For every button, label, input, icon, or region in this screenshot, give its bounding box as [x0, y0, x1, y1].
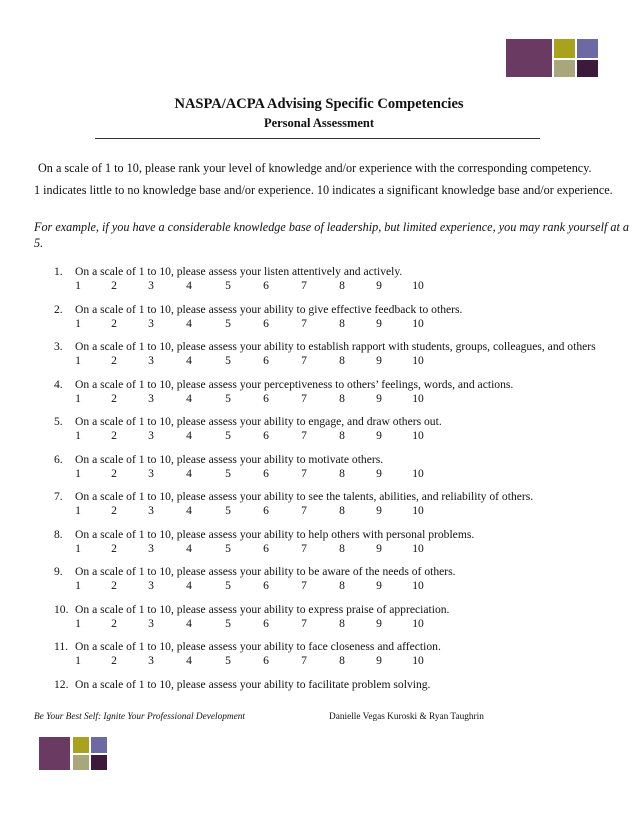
rating-option-1[interactable]: 1 [75, 279, 81, 292]
rating-option-1[interactable]: 1 [75, 504, 81, 517]
rating-option-4[interactable]: 4 [186, 616, 192, 630]
rating-option-4[interactable]: 4 [186, 429, 192, 442]
rating-option-5[interactable]: 5 [225, 429, 231, 442]
rating-option-2[interactable]: 2 [111, 579, 117, 592]
question-number: 9. [54, 565, 63, 578]
rating-option-2[interactable]: 2 [111, 654, 117, 667]
rating-option-6[interactable]: 6 [263, 316, 269, 330]
rating-option-10[interactable]: 10 [412, 391, 424, 405]
rating-option-8[interactable]: 8 [339, 541, 345, 555]
rating-option-7[interactable]: 7 [301, 579, 307, 592]
rating-option-2[interactable]: 2 [111, 429, 117, 442]
question-number: 7. [54, 490, 63, 503]
rating-option-10[interactable]: 10 [412, 616, 424, 630]
rating-option-2[interactable]: 2 [111, 391, 117, 405]
question-item [54, 303, 614, 337]
rating-option-3[interactable]: 3 [148, 616, 154, 630]
rating-option-8[interactable]: 8 [339, 316, 345, 330]
rating-option-2[interactable]: 2 [111, 466, 117, 480]
rating-option-3[interactable]: 3 [148, 391, 154, 405]
rating-option-3[interactable]: 3 [148, 654, 154, 667]
rating-option-1[interactable]: 1 [75, 541, 81, 555]
scale-explanation: 1 indicates little to no knowledge base and/or experience. 10 indicates a significant knowledge base and/or experience. [34, 183, 613, 197]
rating-option-3[interactable]: 3 [148, 541, 154, 555]
rating-option-3[interactable]: 3 [148, 579, 154, 592]
rating-option-2[interactable]: 2 [111, 316, 117, 330]
question-item [54, 265, 614, 299]
rating-option-3[interactable]: 3 [148, 466, 154, 480]
question-item [54, 603, 614, 637]
decorative-tile-plum-top [506, 39, 552, 77]
rating-option-9[interactable]: 9 [376, 616, 382, 630]
divider-line [95, 138, 540, 139]
rating-option-7[interactable]: 7 [301, 541, 307, 555]
rating-option-5[interactable]: 5 [225, 354, 231, 367]
rating-option-3[interactable]: 3 [148, 279, 154, 292]
rating-option-3[interactable]: 3 [148, 316, 154, 330]
rating-option-8[interactable]: 8 [339, 279, 345, 292]
rating-option-2[interactable]: 2 [111, 279, 117, 292]
decorative-tile-khaki-bottom [73, 755, 89, 770]
rating-option-8[interactable]: 8 [339, 391, 345, 405]
rating-option-2[interactable]: 2 [111, 616, 117, 630]
question-item [54, 378, 614, 412]
question-item [54, 340, 614, 374]
page-subtitle: Personal Assessment [263, 116, 375, 130]
rating-option-5[interactable]: 5 [225, 654, 231, 667]
question-item [54, 415, 614, 449]
page-title: NASPA/ACPA Advising Specific Competencies [174, 96, 464, 112]
rating-option-10[interactable]: 10 [412, 654, 424, 667]
rating-option-9[interactable]: 9 [376, 354, 382, 367]
rating-option-7[interactable]: 7 [301, 354, 307, 367]
rating-option-1[interactable]: 1 [75, 429, 81, 442]
rating-option-1[interactable]: 1 [75, 654, 81, 667]
question-number: 6. [54, 452, 63, 466]
rating-option-10[interactable]: 10 [412, 579, 424, 592]
rating-option-9[interactable]: 9 [376, 429, 382, 442]
question-number: 1. [54, 265, 63, 278]
rating-option-8[interactable]: 8 [339, 466, 345, 480]
rating-option-9[interactable]: 9 [376, 541, 382, 555]
rating-option-9[interactable]: 9 [376, 579, 382, 592]
rating-option-6[interactable]: 6 [263, 541, 269, 555]
rating-option-2[interactable]: 2 [111, 541, 117, 555]
rating-option-1[interactable]: 1 [75, 354, 81, 367]
rating-option-4[interactable]: 4 [186, 466, 192, 480]
question-item [54, 490, 614, 524]
decorative-tile-lavender-top [577, 39, 598, 58]
rating-option-4[interactable]: 4 [186, 354, 192, 367]
question-number: 11. [54, 640, 69, 653]
decorative-tile-aubergine-bottom [91, 755, 107, 770]
rating-option-9[interactable]: 9 [376, 279, 382, 292]
rating-option-5[interactable]: 5 [225, 279, 231, 292]
footer-right-text: Danielle Vegas Kuroski & Ryan Taughrin [329, 712, 484, 722]
rating-option-8[interactable]: 8 [339, 579, 345, 592]
question-text: On a scale of 1 to 10, please assess your ability to engage, and draw others out. [75, 415, 442, 428]
question-text: On a scale of 1 to 10, please assess your ability to face closeness and affection. [75, 640, 441, 653]
decorative-tile-olive-top [554, 39, 575, 58]
rating-option-6[interactable]: 6 [263, 654, 269, 667]
rating-option-7[interactable]: 7 [301, 466, 307, 480]
question-number: 10. [54, 602, 69, 616]
rating-option-10[interactable]: 10 [412, 429, 424, 442]
rating-option-8[interactable]: 8 [339, 354, 345, 367]
rating-option-5[interactable]: 5 [225, 466, 231, 480]
rating-option-3[interactable]: 3 [148, 504, 154, 517]
decorative-tile-lavender-bottom [91, 737, 107, 753]
rating-option-7[interactable]: 7 [301, 429, 307, 442]
question-item [54, 528, 614, 562]
rating-option-6[interactable]: 6 [263, 354, 269, 367]
question-number: 2. [54, 302, 63, 316]
question-text: On a scale of 1 to 10, please assess your ability to motivate others. [75, 452, 384, 466]
question-number: 12. [54, 677, 69, 691]
question-text: On a scale of 1 to 10, please assess your ability to help others with personal problems. [75, 527, 475, 541]
rating-option-5[interactable]: 5 [225, 579, 231, 592]
rating-option-5[interactable]: 5 [225, 616, 231, 630]
rating-option-6[interactable]: 6 [263, 466, 269, 480]
rating-option-7[interactable]: 7 [301, 279, 307, 292]
rating-option-7[interactable]: 7 [301, 316, 307, 330]
rating-option-7[interactable]: 7 [301, 504, 307, 517]
rating-option-10[interactable]: 10 [412, 541, 424, 555]
decorative-tile-plum-bottom [39, 737, 70, 770]
rating-option-5[interactable]: 5 [225, 504, 231, 517]
rating-option-10[interactable]: 10 [412, 466, 424, 480]
rating-option-4[interactable]: 4 [186, 579, 192, 592]
rating-option-1[interactable]: 1 [75, 391, 81, 405]
rating-option-8[interactable]: 8 [339, 429, 345, 442]
question-number: 8. [54, 527, 63, 541]
rating-option-1[interactable]: 1 [75, 579, 81, 592]
rating-option-9[interactable]: 9 [376, 654, 382, 667]
question-text: On a scale of 1 to 10, please assess your ability to see the talents, abilities, and reliability of others. [75, 490, 534, 503]
rating-option-3[interactable]: 3 [148, 429, 154, 442]
rating-option-1[interactable]: 1 [75, 316, 81, 330]
rating-option-3[interactable]: 3 [148, 354, 154, 367]
rating-option-6[interactable]: 6 [263, 616, 269, 630]
question-item [54, 565, 614, 599]
rating-option-4[interactable]: 4 [186, 504, 192, 517]
rating-option-9[interactable]: 9 [376, 504, 382, 517]
rating-option-8[interactable]: 8 [339, 616, 345, 630]
rating-option-9[interactable]: 9 [376, 391, 382, 405]
rating-option-9[interactable]: 9 [376, 466, 382, 480]
rating-option-5[interactable]: 5 [225, 391, 231, 405]
rating-option-4[interactable]: 4 [186, 279, 192, 292]
decorative-tile-aubergine-top [577, 60, 598, 77]
footer-left-text: Be Your Best Self: Ignite Your Professional Development [34, 712, 245, 722]
question-number: 5. [54, 415, 63, 428]
decorative-tile-olive-bottom [73, 737, 89, 753]
rating-option-1[interactable]: 1 [75, 616, 81, 630]
rating-option-6[interactable]: 6 [263, 279, 269, 292]
rating-option-5[interactable]: 5 [225, 316, 231, 330]
question-text: On a scale of 1 to 10, please assess your ability to establish rapport with students, groups, colleagues, and others [75, 340, 596, 353]
question-number: 4. [54, 377, 63, 391]
question-item [54, 453, 614, 487]
rating-option-6[interactable]: 6 [263, 429, 269, 442]
rating-option-6[interactable]: 6 [263, 579, 269, 592]
rating-option-10[interactable]: 10 [412, 316, 424, 330]
question-item [54, 678, 614, 712]
rating-option-8[interactable]: 8 [339, 654, 345, 667]
instruction-line: On a scale of 1 to 10, please rank your level of knowledge and/or experience with the corresponding competency. [38, 161, 592, 175]
decorative-tile-khaki-top [554, 60, 575, 77]
rating-option-2[interactable]: 2 [111, 504, 117, 517]
rating-option-8[interactable]: 8 [339, 504, 345, 517]
question-text: On a scale of 1 to 10, please assess your listen attentively and actively. [75, 265, 403, 278]
question-text: On a scale of 1 to 10, please assess your ability to facilitate problem solving. [75, 677, 431, 691]
question-item [54, 640, 614, 674]
rating-option-10[interactable]: 10 [412, 354, 424, 367]
rating-option-6[interactable]: 6 [263, 391, 269, 405]
question-text: On a scale of 1 to 10, please assess your ability to express praise of appreciation. [75, 602, 450, 616]
rating-option-1[interactable]: 1 [75, 466, 81, 480]
rating-option-7[interactable]: 7 [301, 391, 307, 405]
rating-option-4[interactable]: 4 [186, 316, 192, 330]
rating-option-5[interactable]: 5 [225, 541, 231, 555]
question-text: On a scale of 1 to 10, please assess your ability to be aware of the needs of others. [75, 565, 456, 578]
rating-option-7[interactable]: 7 [301, 616, 307, 630]
rating-option-7[interactable]: 7 [301, 654, 307, 667]
rating-option-2[interactable]: 2 [111, 354, 117, 367]
rating-option-10[interactable]: 10 [412, 504, 424, 517]
question-text: On a scale of 1 to 10, please assess your ability to give effective feedback to others. [75, 302, 463, 316]
rating-option-9[interactable]: 9 [376, 316, 382, 330]
example-note: For example, if you have a considerable knowledge base of leadership, but limited experience, you may rank yourself at a 5. [34, 220, 630, 250]
rating-option-4[interactable]: 4 [186, 391, 192, 405]
question-number: 3. [54, 340, 63, 353]
rating-option-4[interactable]: 4 [186, 541, 192, 555]
rating-option-6[interactable]: 6 [263, 504, 269, 517]
rating-option-4[interactable]: 4 [186, 654, 192, 667]
question-text: On a scale of 1 to 10, please assess your perceptiveness to others’ feelings, words, and actions. [75, 377, 514, 391]
rating-option-10[interactable]: 10 [412, 279, 424, 292]
